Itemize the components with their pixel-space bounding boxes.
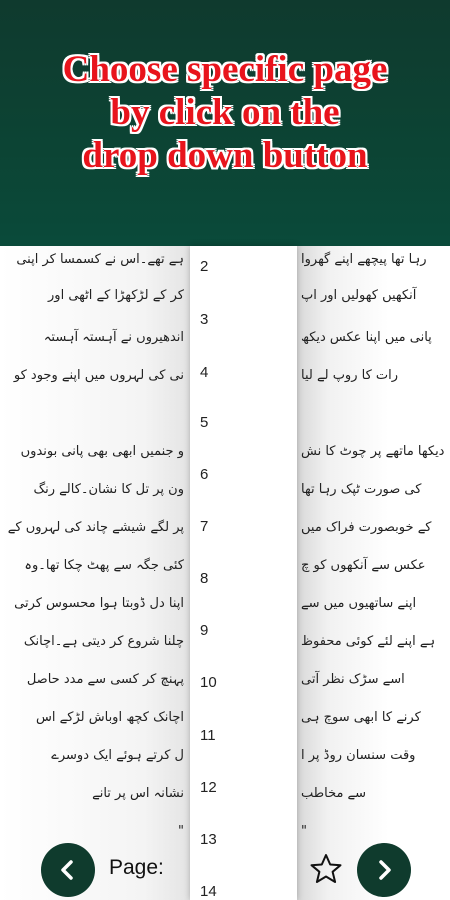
text-line: دیکھا ماتھے پر چوٹ کا نش bbox=[301, 444, 445, 459]
dropdown-option[interactable]: 2 bbox=[200, 258, 209, 275]
page-dropdown-list[interactable] bbox=[190, 246, 297, 900]
text-line: کر کے لڑکھڑا کے اٹھی اور bbox=[48, 288, 184, 303]
star-outline-icon[interactable] bbox=[309, 852, 343, 886]
text-line: ل کرتے ہوئے ایک دوسرے bbox=[51, 748, 184, 763]
chevron-right-icon bbox=[371, 857, 397, 883]
banner-line-2: by click on the bbox=[110, 92, 340, 133]
previous-page-button[interactable] bbox=[41, 843, 95, 897]
text-line: " bbox=[178, 824, 184, 839]
text-line: کئی جگہ سے پھٹ چکا تھا۔وہ bbox=[24, 558, 184, 573]
dropdown-option[interactable]: 13 bbox=[200, 831, 217, 848]
next-page-button[interactable] bbox=[357, 843, 411, 897]
banner-line-3: drop down button bbox=[82, 135, 368, 176]
page-label: Page: bbox=[109, 856, 164, 879]
book-page-right bbox=[297, 246, 450, 900]
text-line: پر لگے شیشے چاند کی لہروں کے bbox=[7, 520, 184, 535]
text-line: چلنا شروع کر دیتی ہے۔اچانک bbox=[23, 634, 184, 649]
dropdown-option[interactable]: 7 bbox=[200, 518, 209, 535]
text-line: آنکھیں کھولیں اور اپ bbox=[301, 288, 417, 303]
text-line: اسے سڑک نظر آتی bbox=[301, 672, 405, 687]
dropdown-option[interactable]: 10 bbox=[200, 674, 217, 691]
text-line: سے مخاطب bbox=[301, 786, 367, 801]
text-line: رہا تھا پیچھے اپنے گھروا bbox=[301, 252, 427, 267]
text-line: کے خوبصورت فراک میں bbox=[301, 520, 432, 535]
text-line: کی صورت ٹپک رہا تھا bbox=[301, 482, 422, 497]
dropdown-option[interactable]: 14 bbox=[200, 883, 217, 900]
chevron-left-icon bbox=[55, 857, 81, 883]
dropdown-option[interactable]: 5 bbox=[200, 414, 209, 431]
text-line: پانی میں اپنا عکس دیکھ bbox=[301, 330, 432, 345]
text-line: اچانک کچھ اوباش لڑکے اس bbox=[36, 710, 184, 725]
text-line: " bbox=[301, 824, 307, 839]
banner-line-1: Choose specific page bbox=[62, 49, 388, 90]
text-line: عکس سے آنکھوں کو چ bbox=[301, 558, 426, 573]
text-line: اپنے ساتھیوں میں سے bbox=[301, 596, 417, 611]
text-line: اپنا دل ڈوبتا ہوا محسوس کرتی bbox=[14, 596, 184, 611]
book-page-left bbox=[0, 246, 192, 900]
text-line: پہنچ کر کسی سے مدد حاصل bbox=[26, 672, 184, 687]
dropdown-option[interactable]: 3 bbox=[200, 311, 209, 328]
dropdown-option[interactable]: 9 bbox=[200, 622, 209, 639]
text-line: نی کی لہروں میں اپنے وجود کو bbox=[13, 368, 184, 383]
text-line: ہے تھے۔اس نے کسمسا کر اپنی bbox=[16, 252, 184, 267]
text-line: ون پر تل کا نشان۔کالے رنگ bbox=[33, 482, 184, 497]
text-line: ہے اپنے لئے کوئی محفوظ bbox=[301, 634, 436, 649]
dropdown-option[interactable]: 12 bbox=[200, 779, 217, 796]
text-line: و جنمیں ابھی بھی پانی بوندوں bbox=[20, 444, 184, 459]
promo-banner bbox=[0, 0, 450, 246]
text-line: کرنے کا ابھی سوچ ہی bbox=[301, 710, 421, 725]
text-line: وقت سنسان روڈ پر ا bbox=[301, 748, 416, 763]
banner-title bbox=[10, 48, 440, 177]
text-line: نشانہ اس پر تانے bbox=[92, 786, 184, 801]
text-line: اندھیروں نے آہستہ آہستہ bbox=[43, 330, 184, 345]
dropdown-option[interactable]: 6 bbox=[200, 466, 209, 483]
dropdown-option[interactable]: 4 bbox=[200, 364, 209, 381]
dropdown-option[interactable]: 8 bbox=[200, 570, 209, 587]
text-line: رات کا روپ لے لیا bbox=[301, 368, 399, 383]
dropdown-option[interactable]: 11 bbox=[200, 727, 216, 744]
